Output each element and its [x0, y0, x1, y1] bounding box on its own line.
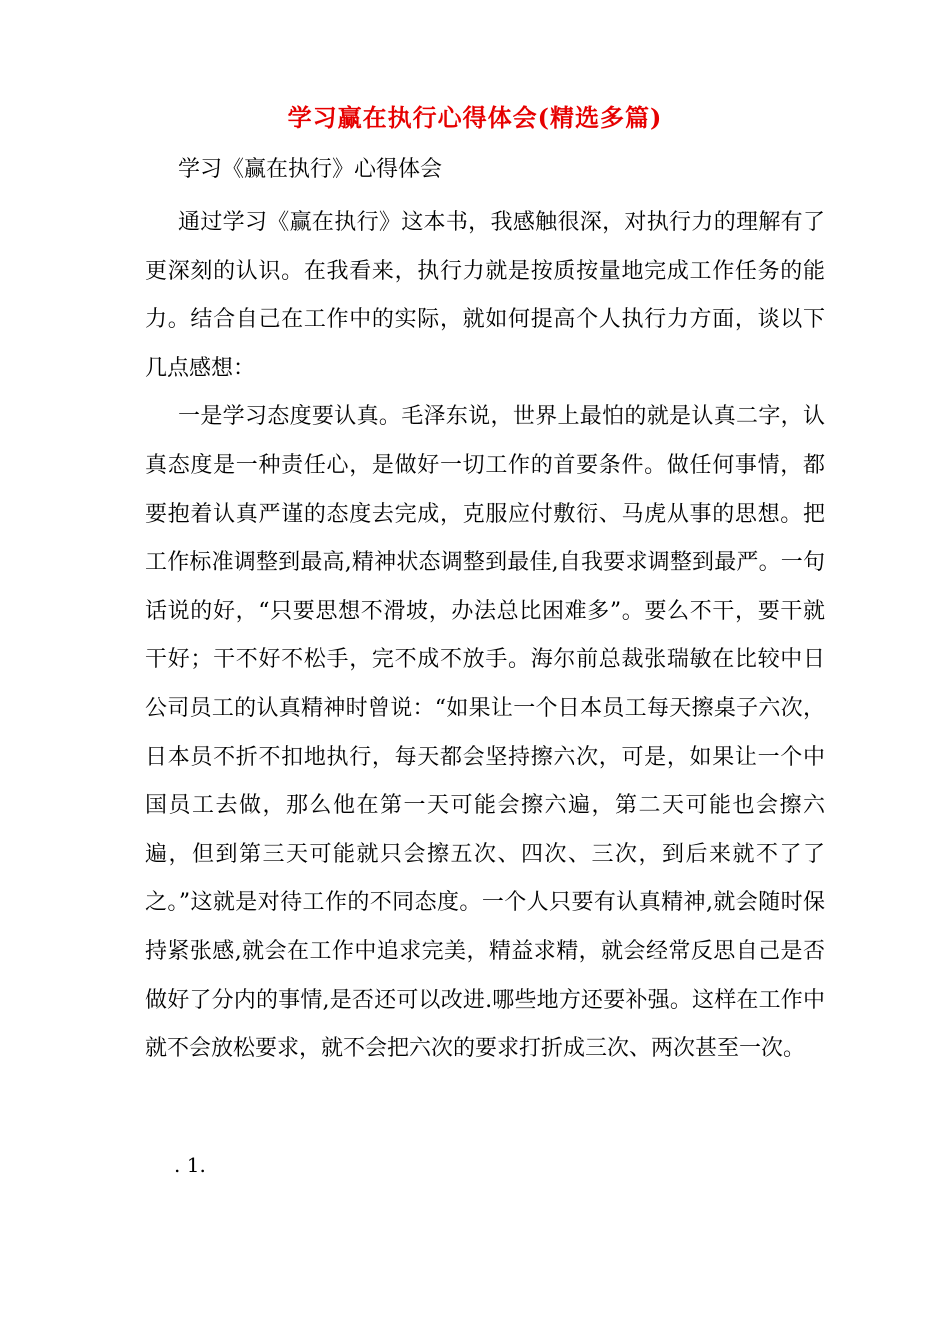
document-body [145, 199, 825, 1074]
paragraph-point-one: 一是学习态度要认真。毛泽东说，世界上最怕的就是认真二字，认真态度是一种责任心，是做好一切工作的首要条件。做任何事情，都要抱着认真严谨的态度去完成，克服应付敷衍、马虎从事的思想。把工作标准调整到最高,精神状态调整到最佳,自我要求调整到最严。一句话说的好，“只要思想不滑坡，办法总比困难多”。要么不干，要干就干好；干不好不松手，完不成不放手。海尔前总裁张瑞敏在比较中日公司员工的认真精神时曾说：“如果让一个日本员工每天擦桌子六次，日本员不折不扣地执行，每天都会坚持擦六次，可是，如果让一个中国员工去做，那么他在第一天可能会擦六遍，第二天可能也会擦六遍，但到第三天可能就只会擦五次、四次、三次，到后来就不了了之。”这就是对待工作的不同态度。一个人只要有认真精神,就会随时保持紧张感,就会在工作中追求完美，精益求精，就会经常反思自己是否做好了分内的事情,是否还可以改进.哪些地方还要补强。这样在工作中就不会放松要求，就不会把六次的要求打折成三次、两次甚至一次。 [145, 404, 825, 1062]
paragraph-intro: 通过学习《赢在执行》这本书，我感触很深，对执行力的理解有了更深刻的认识。在我看来，执行力就是按质按量地完成工作任务的能力。结合自己在工作中的实际，就如何提高个人执行力方面，谈以下几点感想： [145, 210, 825, 381]
document-title: 学习赢在执行心得体会(精选多篇) [287, 103, 663, 132]
page-number: . 1. [174, 1153, 206, 1177]
document-subtitle: 学习《赢在执行》心得体会 [178, 157, 443, 182]
